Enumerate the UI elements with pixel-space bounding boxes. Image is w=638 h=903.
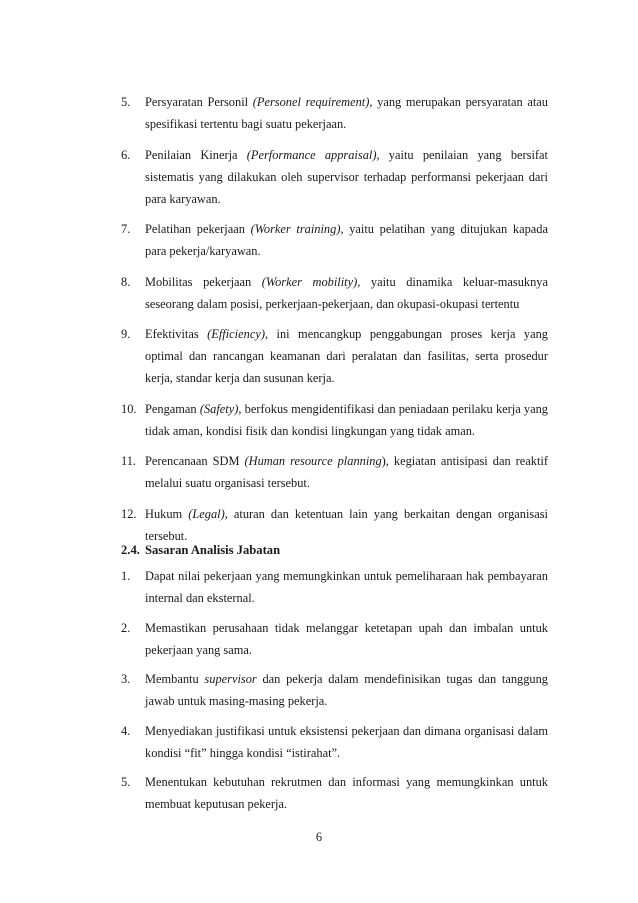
item-text: Menyediakan justifikasi untuk eksistensi pekerjaan dan dimana organisasi dalam kondisi “fit” hingga kondisi “istirahat”. — [145, 723, 548, 760]
list-item — [121, 771, 548, 815]
list-item — [121, 617, 548, 661]
list-item — [121, 720, 548, 764]
list-item — [121, 668, 548, 712]
item-number: 4. — [121, 723, 131, 738]
item-text: Membantu supervisor dan pekerja dalam mendefinisikan tugas dan tanggung jawab untuk masing-masing pekerja. — [145, 672, 549, 708]
section-number: 2.4. — [121, 543, 140, 557]
job-analysis-goals-list — [121, 565, 548, 823]
item-number: 6. — [121, 147, 131, 162]
list-item — [121, 218, 548, 262]
list-item — [121, 323, 548, 389]
item-number: 9. — [121, 327, 131, 341]
list-item — [121, 565, 548, 609]
item-number: 11. — [121, 454, 137, 468]
item-text: Mobilitas pekerjaan (Worker mobility), yaitu dinamika keluar-masuknya seseorang dalam posisi, perkerjaan-pekerjaan, dan okupasi-okupasi tertentu — [145, 274, 548, 311]
item-number: 12. — [121, 506, 137, 521]
item-text: Penilaian Kinerja (Performance appraisal), yaitu penilaian yang bersifat sistematis yang dilakukan oleh supervisor terhadap performansi pekerjaan dari para karyawan. — [145, 147, 548, 206]
item-text: Hukum (Legal), aturan dan ketentuan lain yang berkaitan dengan organisasi tersebut. — [145, 506, 548, 543]
item-text: Persyaratan Personil (Personel requirement), yang merupakan persyaratan atau spesifikasi tertentu bagi suatu pekerjaan. — [145, 95, 548, 131]
item-number: 10. — [121, 401, 137, 416]
item-text: Perencanaan SDM (Human resource planning), kegiatan antisipasi dan reaktif melalui suatu organisasi tersebut. — [145, 454, 548, 490]
item-text: Dapat nilai pekerjaan yang memungkinkan untuk pemeliharaan hak pembayaran internal dan eksternal. — [145, 569, 548, 605]
list-item — [121, 271, 548, 315]
list-item — [121, 450, 548, 494]
item-text: Menentukan kebutuhan rekrutmen dan informasi yang memungkinkan untuk membuat keputusan pekerja. — [145, 775, 548, 811]
page-number: 6 — [315, 830, 323, 844]
section-title: Sasaran Analisis Jabatan — [145, 543, 281, 557]
item-text: Pelatihan pekerjaan (Worker training), yaitu pelatihan yang ditujukan kapada para pekerja/karyawan. — [145, 222, 548, 258]
item-text: Pengaman (Safety), berfokus mengidentifikasi dan peniadaan perilaku kerja yang tidak aman, kondisi fisik dan kondisi lingkungan yang tidak aman. — [145, 401, 548, 438]
job-analysis-uses-list — [121, 91, 548, 555]
item-number: 7. — [121, 222, 131, 236]
list-item — [121, 398, 548, 442]
item-text: Memastikan perusahaan tidak melanggar ketetapan upah dan imbalan untuk pekerjaan yang sama. — [145, 620, 548, 657]
item-number: 1. — [121, 569, 131, 583]
item-number: 3. — [121, 672, 131, 686]
section-heading — [121, 539, 280, 561]
list-item — [121, 144, 548, 210]
item-number: 8. — [121, 274, 131, 289]
item-text: Efektivitas (Efficiency), ini mencangkup penggabungan proses kerja yang optimal dan rancangan keamanan dari peralatan dan fasilitas, serta prosedur kerja, standar kerja dan susunan kerja. — [145, 327, 548, 385]
list-item — [121, 91, 548, 135]
item-number: 2. — [121, 620, 131, 635]
item-number: 5. — [121, 95, 131, 109]
item-number: 5. — [121, 775, 131, 789]
